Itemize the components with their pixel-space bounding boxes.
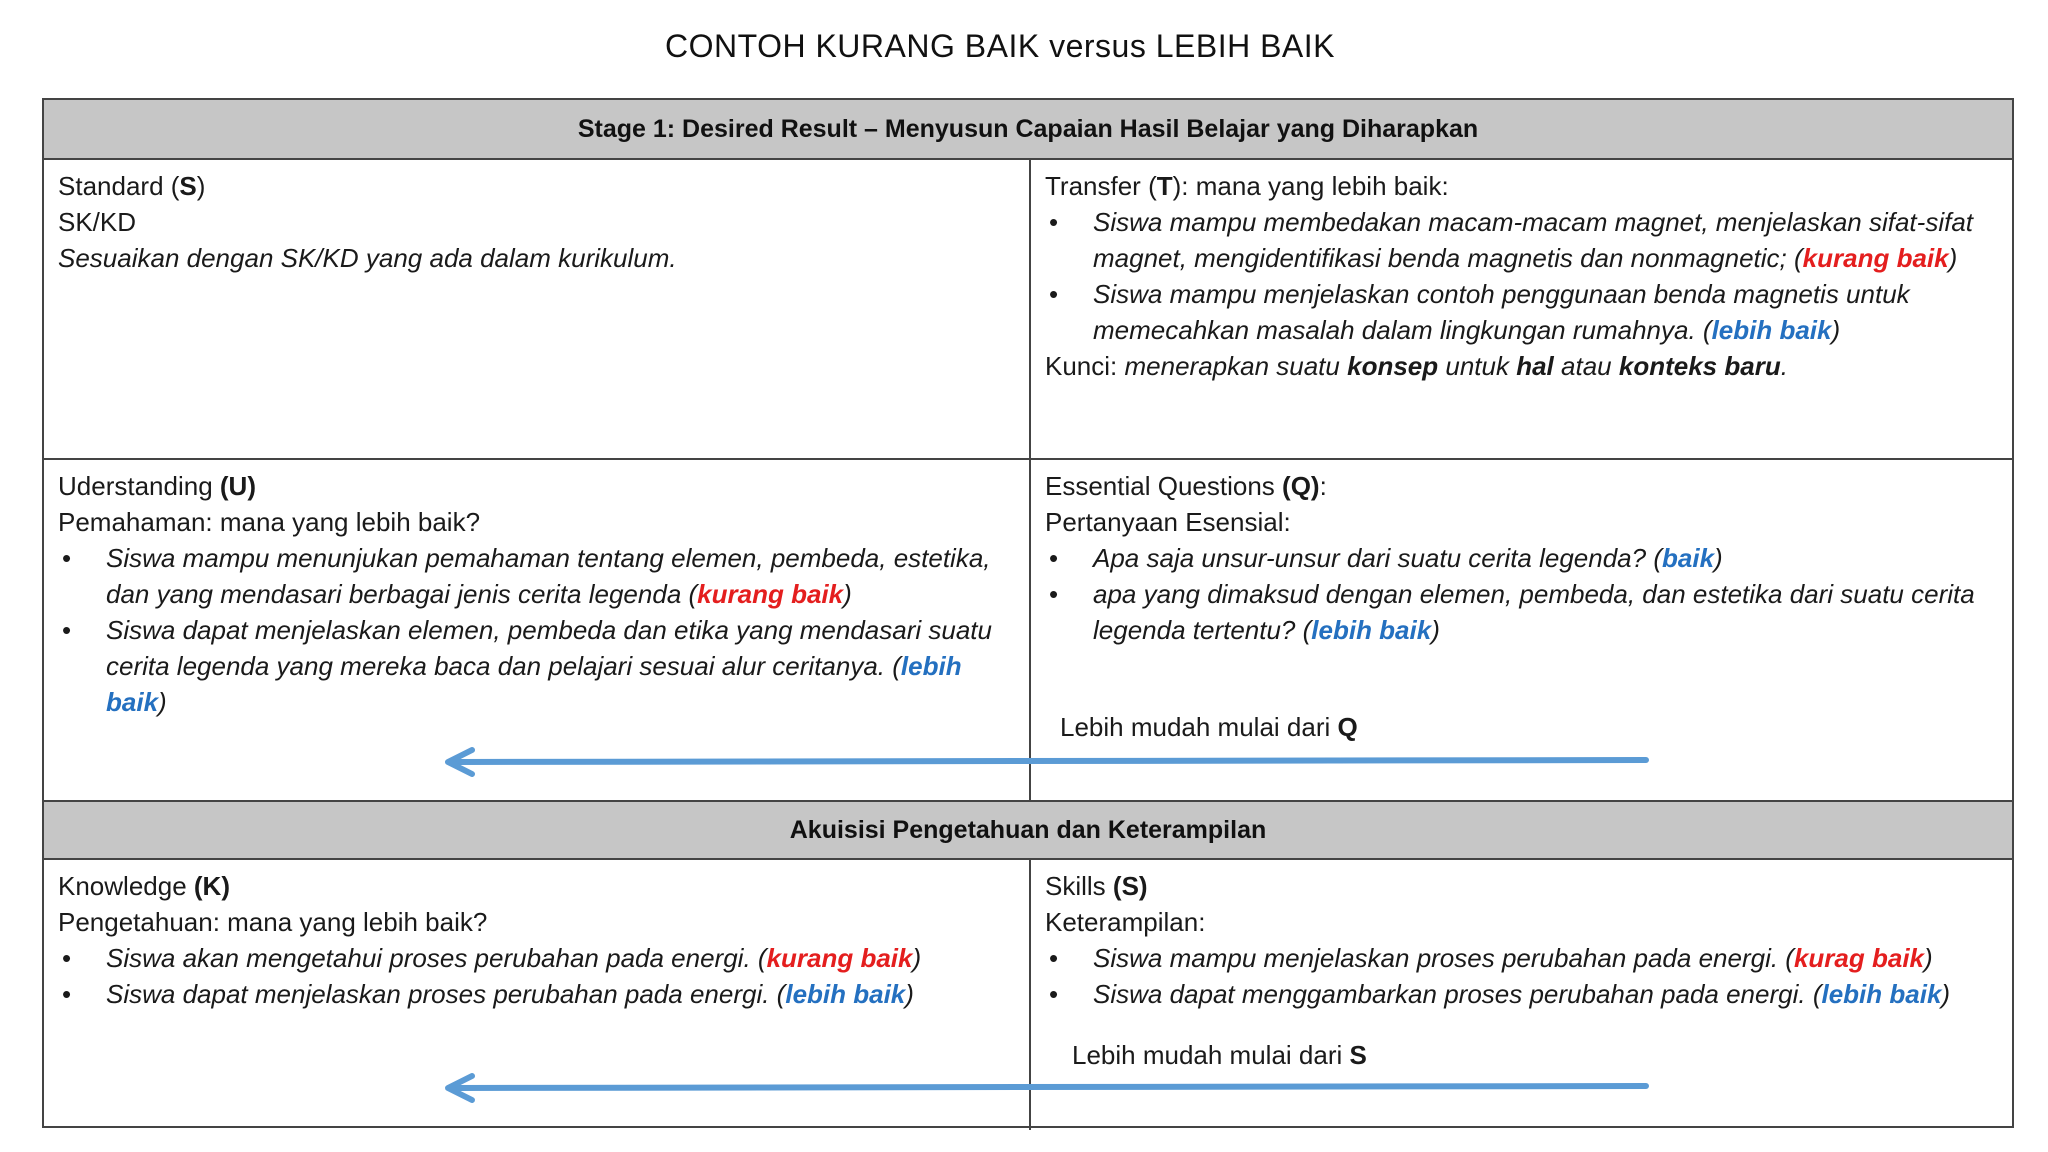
standard-cell	[44, 160, 1029, 458]
list-item: • Siswa akan mengetahui proses perubahan pada energi. (kurang baik)	[58, 940, 1015, 976]
understanding-list	[58, 540, 1015, 720]
understanding-question: Pemahaman: mana yang lebih baik?	[58, 507, 481, 537]
standard-sub: SK/KD	[58, 207, 137, 237]
transfer-cell	[1031, 160, 2016, 458]
knowledge-question: Pengetahuan: mana yang lebih baik?	[58, 907, 488, 937]
transfer-list	[1045, 204, 2002, 348]
skills-cell	[1031, 860, 2016, 1130]
questions-note: Lebih mudah mulai dari Q	[1060, 712, 1358, 742]
list-item: • Siswa dapat menjelaskan proses perubahan pada energi. (lebih baik)	[58, 976, 1015, 1012]
questions-cell	[1031, 460, 2016, 800]
acquisition-header: Akuisisi Pengetahuan dan Keterampilan	[44, 800, 2012, 860]
list-item: • Siswa mampu menjelaskan proses perubahan pada energi. (kurag baik)	[1045, 940, 2002, 976]
knowledge-cell	[44, 860, 1029, 1130]
skills-list	[1045, 940, 2002, 1012]
stage-table	[42, 98, 2014, 1128]
transfer-key: Kunci: menerapkan suatu konsep untuk hal atau konteks baru.	[1045, 351, 1788, 381]
knowledge-list	[58, 940, 1015, 1012]
skills-subheading: Keterampilan:	[1045, 907, 1206, 937]
transfer-heading: Transfer (T): mana yang lebih baik:	[1045, 171, 1449, 201]
list-item: • Siswa dapat menggambarkan proses perubahan pada energi. (lebih baik)	[1045, 976, 2002, 1012]
questions-heading: Essential Questions (Q):	[1045, 471, 1327, 501]
standard-desc: Sesuaikan dengan SK/KD yang ada dalam kurikulum.	[58, 243, 677, 273]
stage-header: Stage 1: Desired Result – Menyusun Capaian Hasil Belajar yang Diharapkan	[44, 100, 2012, 160]
knowledge-heading: Knowledge (K)	[58, 871, 230, 901]
understanding-cell	[44, 460, 1029, 800]
page-title: CONTOH KURANG BAIK versus LEBIH BAIK	[664, 28, 1335, 64]
questions-list	[1045, 540, 2002, 648]
list-item: • Siswa mampu membedakan macam-macam magnet, menjelaskan sifat-sifat magnet, mengidentifikasi benda magnetis dan nonmagnetic; (kurang baik)	[1045, 204, 2002, 276]
list-item: • Apa saja unsur-unsur dari suatu cerita legenda? (baik)	[1045, 540, 2002, 576]
standard-heading: Standard (S)	[58, 171, 206, 201]
understanding-heading: Uderstanding (U)	[58, 471, 256, 501]
list-item: • Siswa dapat menjelaskan elemen, pembeda dan etika yang mendasari suatu cerita legenda yang mereka baca dan pelajari sesuai alur ceritanya. (lebih baik)	[58, 612, 1015, 720]
skills-note: Lebih mudah mulai dari S	[1072, 1040, 1367, 1070]
list-item: • apa yang dimaksud dengan elemen, pembeda, dan estetika dari suatu cerita legenda tertentu? (lebih baik)	[1045, 576, 2002, 648]
questions-subheading: Pertanyaan Esensial:	[1045, 507, 1291, 537]
list-item: • Siswa mampu menunjukan pemahaman tentang elemen, pembeda, estetika, dan yang mendasari berbagai jenis cerita legenda (kurang baik)	[58, 540, 1015, 612]
list-item: • Siswa mampu menjelaskan contoh penggunaan benda magnetis untuk memecahkan masalah dalam lingkungan rumahnya. (lebih baik)	[1045, 276, 2002, 348]
skills-heading: Skills (S)	[1045, 871, 1148, 901]
